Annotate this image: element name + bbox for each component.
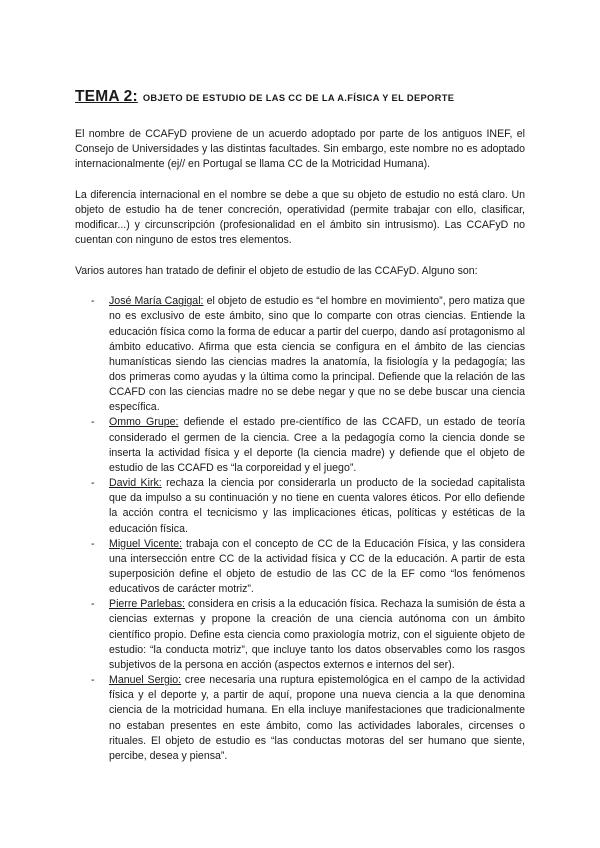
bullet-dash: - (91, 416, 95, 429)
bullet-dash: - (91, 477, 95, 490)
author-description: rechaza la ciencia por considerarla un producto de la sociedad capitalista que da impulso a su continuación y no tiene en cuenta valores éticos. Por ello defiende la acción contra el tecnicismo y las implicaciones éticas, políticas y estéticas de la educación física. (109, 477, 526, 535)
list-item (91, 294, 525, 415)
document-title (75, 72, 525, 109)
author-description: defiende el estado pre-científico de las CCAFD, un estado de teoría considerado el germen de la ciencia. Cree a la pedagogía como la ciencia donde se inserta la actividad física y el deporte (la ciencia madre) y defiende que el objeto de estudio de las CCAFD es “la corporeidad y el juego”. (109, 416, 525, 474)
author-name: José María Cagigal: (109, 295, 204, 308)
list-item (91, 476, 526, 537)
author-name: David Kirk: (109, 477, 162, 490)
list-item (91, 673, 525, 764)
difference-paragraph: La diferencia internacional en el nombre se debe a que su objeto de estudio no está claro. Un objeto de estudio ha de tener concreción, operatividad (permite trabajar con ello, clasificar, modificar...) y circunscripción (profesionalidad en el ámbito sin intrusismo). Las CCAFyD no cuentan con ninguno de estos tres elementos. (75, 188, 525, 247)
bullet-dash: - (91, 295, 95, 308)
intro-paragraph: El nombre de CCAFyD proviene de un acuerdo adoptado por parte de los antiguos INEF, el Consejo de Universidades y las distintas facultades. Sin embargo, este nombre no es adoptado internacionalmente (ej// en Portugal se llama CC de la Motricidad Humana). (75, 128, 525, 171)
author-description: trabaja con el concepto de CC de la Educación Física, y las considera una intersección entre CC de la actividad física y CC de la educación. A partir de esta superposición define el objeto de estudio de las CC de la EF como “los fenómenos educativos de carácter motriz”. (109, 537, 526, 596)
author-name: Ommo Grupe: (109, 416, 179, 429)
author-description: considera en crisis a la educación física. Rechaza la sumisión de ésta a ciencias externas y propone la creación de una ciencia autónoma con un ámbito científico propio. Define esta ciencia como praxiología motriz, con el siguiente objeto de estudio: “la conducta motriz”, que incluye tanto los datos observables como los rasgos subjetivos de la persona en acción (aspectos externos e internos del ser). (109, 598, 525, 671)
list-item (91, 597, 525, 673)
author-description: cree necesaria una ruptura epistemológica en el campo de la actividad física y el deporte y, a partir de aquí, propone una nueva ciencia a la que denomina ciencia de la motricidad humana. En ella incluye manifestaciones que tradicionalmente no estaban presentes en este ámbito, como las actividades laborales, circenses o rituales. El objeto de estudio es “las conductas motoras del ser humano que siente, percibe, desea y piensa”. (109, 674, 525, 762)
author-name: Manuel Sergio: (109, 674, 182, 687)
bullet-dash: - (91, 598, 95, 611)
author-name: Miguel Vicente: (109, 537, 183, 550)
author-name: Pierre Parlebas: (109, 598, 185, 611)
list-item (91, 537, 526, 598)
bullet-dash: - (91, 537, 95, 550)
document-page (75, 72, 525, 764)
authors-list (75, 294, 525, 764)
list-item (91, 415, 525, 476)
bullet-dash: - (91, 674, 95, 687)
title-topic-number: TEMA 2: (75, 88, 138, 105)
author-description: el objeto de estudio es “el hombre en movimiento”, pero matiza que no es exclusivo de este ámbito, sino que lo comparte con otras ciencias. Entiende la educación física como la forma de educar a partir del cuerpo, dando así protagonismo al ámbito educativo. Afirma que esta ciencia se configura en el ámbito de las ciencias humanísticas siendo las ciencias madres la anatomía, la fisiología y la pedagogía; las dos primeras como ayudas y la última como la principal. Defiende que la relación de las CCAFD con las ciencias madre no se debe negar y que no se debe buscar una ciencia específica. (109, 295, 525, 414)
authors-intro-paragraph: Varios autores han tratado de definir el objeto de estudio de las CCAFyD. Alguno son: (75, 264, 478, 277)
title-topic-name: OBJETO DE ESTUDIO DE LAS CC DE LA A.FÍSICA Y EL DEPORTE (142, 93, 455, 103)
